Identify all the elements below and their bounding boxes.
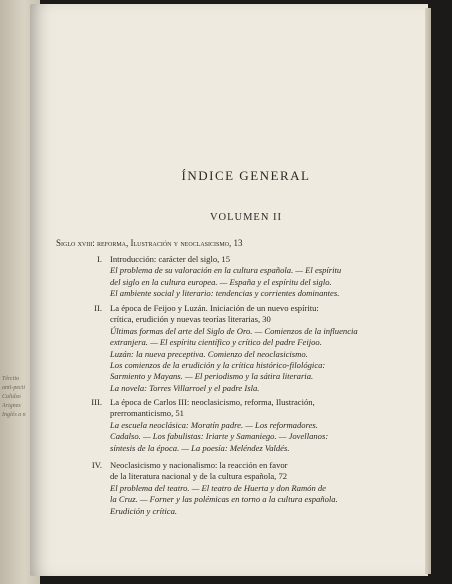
entry-number: II.: [94, 303, 102, 313]
entry-number: IV.: [91, 460, 102, 470]
left-snippet-line: Arignes: [2, 403, 21, 409]
entry-heading: La época de Carlos III: neoclasicismo, reforma, Ilustración,: [110, 397, 315, 407]
entry-line: Cadalso. — Los fabulistas: Iriarte y Samaniego. — Jovellanos:: [110, 431, 329, 442]
entry-line: Luzán: la nueva preceptiva. Comienzo del neoclasicismo.: [110, 348, 308, 359]
entry-line: La novela: Torres Villarroel y el padre Isla.: [110, 382, 260, 393]
entry-line: Últimas formas del arte del Siglo de Oro. — Comienzos de la influencia: [110, 325, 358, 336]
entry-line: la Cruz. — Forner y las polémicas en torno a la cultura española.: [110, 494, 338, 505]
entry-number: III.: [91, 397, 102, 407]
entry-number: I.: [96, 254, 102, 264]
left-snippet-line: anti-pecti: [2, 385, 25, 391]
entry-heading: crítica, erudición y nuevas teorías literarias, 30: [110, 314, 271, 325]
left-snippet-line: Inglés a n: [2, 412, 26, 418]
entry-heading: de la literatura nacional y de la cultura española, 72: [110, 471, 288, 482]
entry-line: El problema de su valoración en la cultura española. — El espíritu: [110, 265, 342, 276]
entry-heading: Introducción: carácter del siglo, 15: [110, 254, 231, 264]
page-title: ÍNDICE GENERAL: [181, 168, 311, 183]
entry-line: Sarmiento y Mayans. — El periodismo y la sátira literaria.: [110, 371, 314, 382]
entry-line: El ambiente social y literario: tendencias y corrientes dominantes.: [110, 288, 340, 299]
entry-heading: prerromanticismo, 51: [110, 408, 184, 419]
page-edge: [425, 8, 431, 574]
entry-heading: La época de Feijoo y Luzán. Iniciación de un nuevo espíritu:: [110, 303, 319, 313]
entry-heading: Neoclasicismo y nacionalismo: la reacción en favor: [110, 460, 288, 470]
entry-body: [110, 460, 400, 517]
section-heading: Siglo xviii: reforma, Ilustración y neoclasicismo, 13: [56, 238, 243, 248]
entry-body: [110, 397, 400, 454]
left-snippet-line: Calidso: [2, 394, 21, 400]
entry-line: extranjera. — El espíritu científico y crítico del padre Feijoo.: [110, 337, 322, 348]
volume-heading: VOLUMEN II: [209, 212, 283, 223]
entry-line: El problema del teatro. — El teatro de Huerta y don Ramón de: [110, 482, 327, 493]
entry-line: del siglo en la cultura europea. — España y el espíritu del siglo.: [110, 276, 332, 287]
entry-body: [110, 254, 400, 300]
entry-line: síntesis de la época. — La poesía: Meléndez Valdés.: [110, 442, 290, 453]
entry-line: Los comienzos de la erudición y la crítica histórico-filológica:: [110, 360, 326, 371]
entry-line: La escuela neoclásica: Moratín padre. — Los reformadores.: [110, 419, 318, 430]
left-snippet-line: Tército: [2, 376, 20, 382]
entry-line: Erudición y crítica.: [110, 505, 178, 516]
entry-body: [110, 303, 400, 394]
